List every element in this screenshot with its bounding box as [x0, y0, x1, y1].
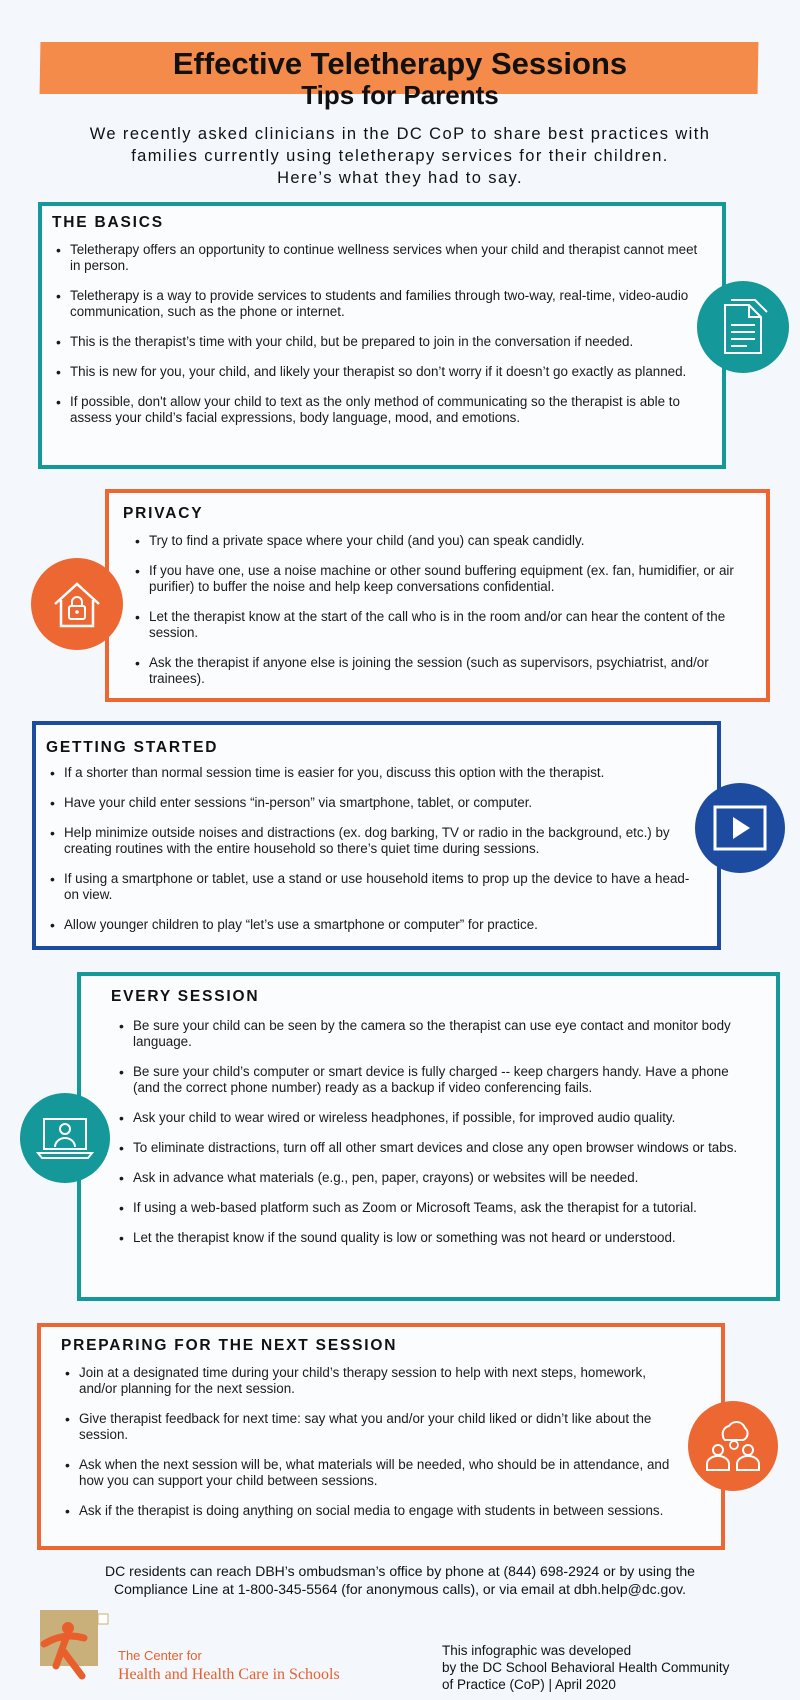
list-item: • Teletherapy is a way to provide services to students and families through two-way, real-time, video-audio communication, such as the phone or internet.: [56, 288, 708, 320]
section-title: THE BASICS: [52, 214, 164, 231]
list-item: • Ask when the next session will be, what materials will be needed, who should be in attendance, and how you can support your child between sessions.: [65, 1457, 685, 1489]
list-item: • To eliminate distractions, turn off all other smart devices and close any open browser windows or tabs.: [119, 1140, 759, 1156]
getting-started-list: [50, 765, 704, 933]
house-lock-icon: [31, 558, 123, 650]
intro-line: Here’s what they had to say.: [277, 169, 523, 187]
list-item: • If using a web-based platform such as Zoom or Microsoft Teams, ask the therapist for a tutorial.: [119, 1200, 759, 1216]
list-item: • Join at a designated time during your child’s therapy session to help with next steps, homework, and/or planning for the next session.: [65, 1365, 685, 1397]
list-item: • Let the therapist know at the start of the call who is in the room and/or can hear the content of the session.: [135, 609, 755, 641]
section-title: EVERY SESSION: [111, 988, 260, 1005]
section-next-session: [37, 1323, 725, 1550]
list-item: • Be sure your child can be seen by the camera so the therapist can use eye contact and monitor body language.: [119, 1018, 759, 1050]
section-getting-started: [32, 721, 721, 950]
org-name-line2: Health and Health Care in Schools: [118, 1666, 340, 1683]
contact-line: Compliance Line at 1-800-345-5564 (for anonymous calls), or via email at dbh.help@dc.gov.: [114, 1581, 686, 1597]
next-session-list: [65, 1365, 685, 1519]
list-item: • Ask if the therapist is doing anything on social media to engage with students in between sessions.: [65, 1503, 685, 1519]
section-basics: [38, 202, 726, 469]
credit-line: by the DC School Behavioral Health Community: [442, 1660, 730, 1675]
section-title: PREPARING FOR THE NEXT SESSION: [61, 1337, 398, 1354]
section-privacy: [105, 489, 770, 702]
list-item: • Ask the therapist if anyone else is joining the session (such as supervisors, psychiatrist, and/or trainees).: [135, 655, 755, 687]
center-logo: [38, 1608, 110, 1686]
list-item: • Teletherapy offers an opportunity to continue wellness services when your child and therapist cannot meet in person.: [56, 242, 708, 274]
list-item: • Ask in advance what materials (e.g., pen, paper, crayons) or websites will be needed.: [119, 1170, 759, 1186]
laptop-user-icon: [20, 1093, 110, 1183]
list-item: • Ask your child to wear wired or wireless headphones, if possible, for improved audio quality.: [119, 1110, 759, 1126]
list-item: • Help minimize outside noises and distractions (ex. dog barking, TV or radio in the background, etc.) by creating routines with the entire household so there’s quiet time during sessions.: [50, 825, 704, 857]
credit-text: [442, 1642, 729, 1693]
list-item: • Have your child enter sessions “in-person” via smartphone, tablet, or computer.: [50, 795, 704, 811]
credit-line: of Practice (CoP) | April 2020: [442, 1677, 616, 1692]
list-item: • Let the therapist know if the sound quality is low or something was not heard or understood.: [119, 1230, 759, 1246]
document-icon: [697, 281, 789, 373]
team-idea-icon: [688, 1401, 778, 1491]
list-item: • If using a smartphone or tablet, use a stand or use household items to prop up the device to have a head-on view.: [50, 871, 704, 903]
section-every-session: [77, 972, 780, 1301]
list-item: • Give therapist feedback for next time: say what you and/or your child liked or didn’t like about the session.: [65, 1411, 685, 1443]
list-item: • If possible, don't allow your child to text as the only method of communicating so the therapist is able to assess your child’s facial expressions, body language, mood, and emotions.: [56, 394, 708, 426]
list-item: • If you have one, use a noise machine or other sound buffering equipment (ex. fan, humidifier, or air purifier) to buffer the noise and help keep conversations confidential.: [135, 563, 755, 595]
every-session-list: [119, 1018, 759, 1246]
page-subtitle: Tips for Parents: [301, 80, 499, 110]
list-item: • This is the therapist’s time with your child, but be prepared to join in the conversation if needed.: [56, 334, 708, 350]
intro-line: We recently asked clinicians in the DC CoP to share best practices with: [89, 125, 711, 143]
contact-info: [40, 1562, 760, 1598]
intro-line: families currently using teletherapy services for their children.: [131, 147, 669, 165]
list-item: • This is new for you, your child, and likely your therapist so don’t worry if it doesn’t go exactly as planned.: [56, 364, 708, 380]
list-item: • Allow younger children to play “let’s use a smartphone or computer” for practice.: [50, 917, 704, 933]
list-item: • Try to find a private space where your child (and you) can speak candidly.: [135, 533, 755, 549]
section-title: PRIVACY: [123, 505, 204, 522]
privacy-list: [135, 533, 755, 687]
credit-line: This infographic was developed: [442, 1643, 632, 1658]
org-name-line1: The Center for: [118, 1648, 202, 1663]
play-icon: [695, 783, 785, 873]
intro-text: [30, 123, 770, 189]
contact-line: DC residents can reach DBH’s ombudsman’s office by phone at (844) 698-2924 or by using the: [105, 1563, 695, 1579]
list-item: • Be sure your child’s computer or smart device is fully charged -- keep chargers handy. Have a phone (and the correct phone number) ready as a backup if video conferencing fails.: [119, 1064, 759, 1096]
list-item: • If a shorter than normal session time is easier for you, discuss this option with the therapist.: [50, 765, 704, 781]
page-title: Effective Teletherapy Sessions: [172, 46, 628, 81]
section-title: GETTING STARTED: [46, 739, 219, 756]
basics-list: [56, 242, 708, 426]
